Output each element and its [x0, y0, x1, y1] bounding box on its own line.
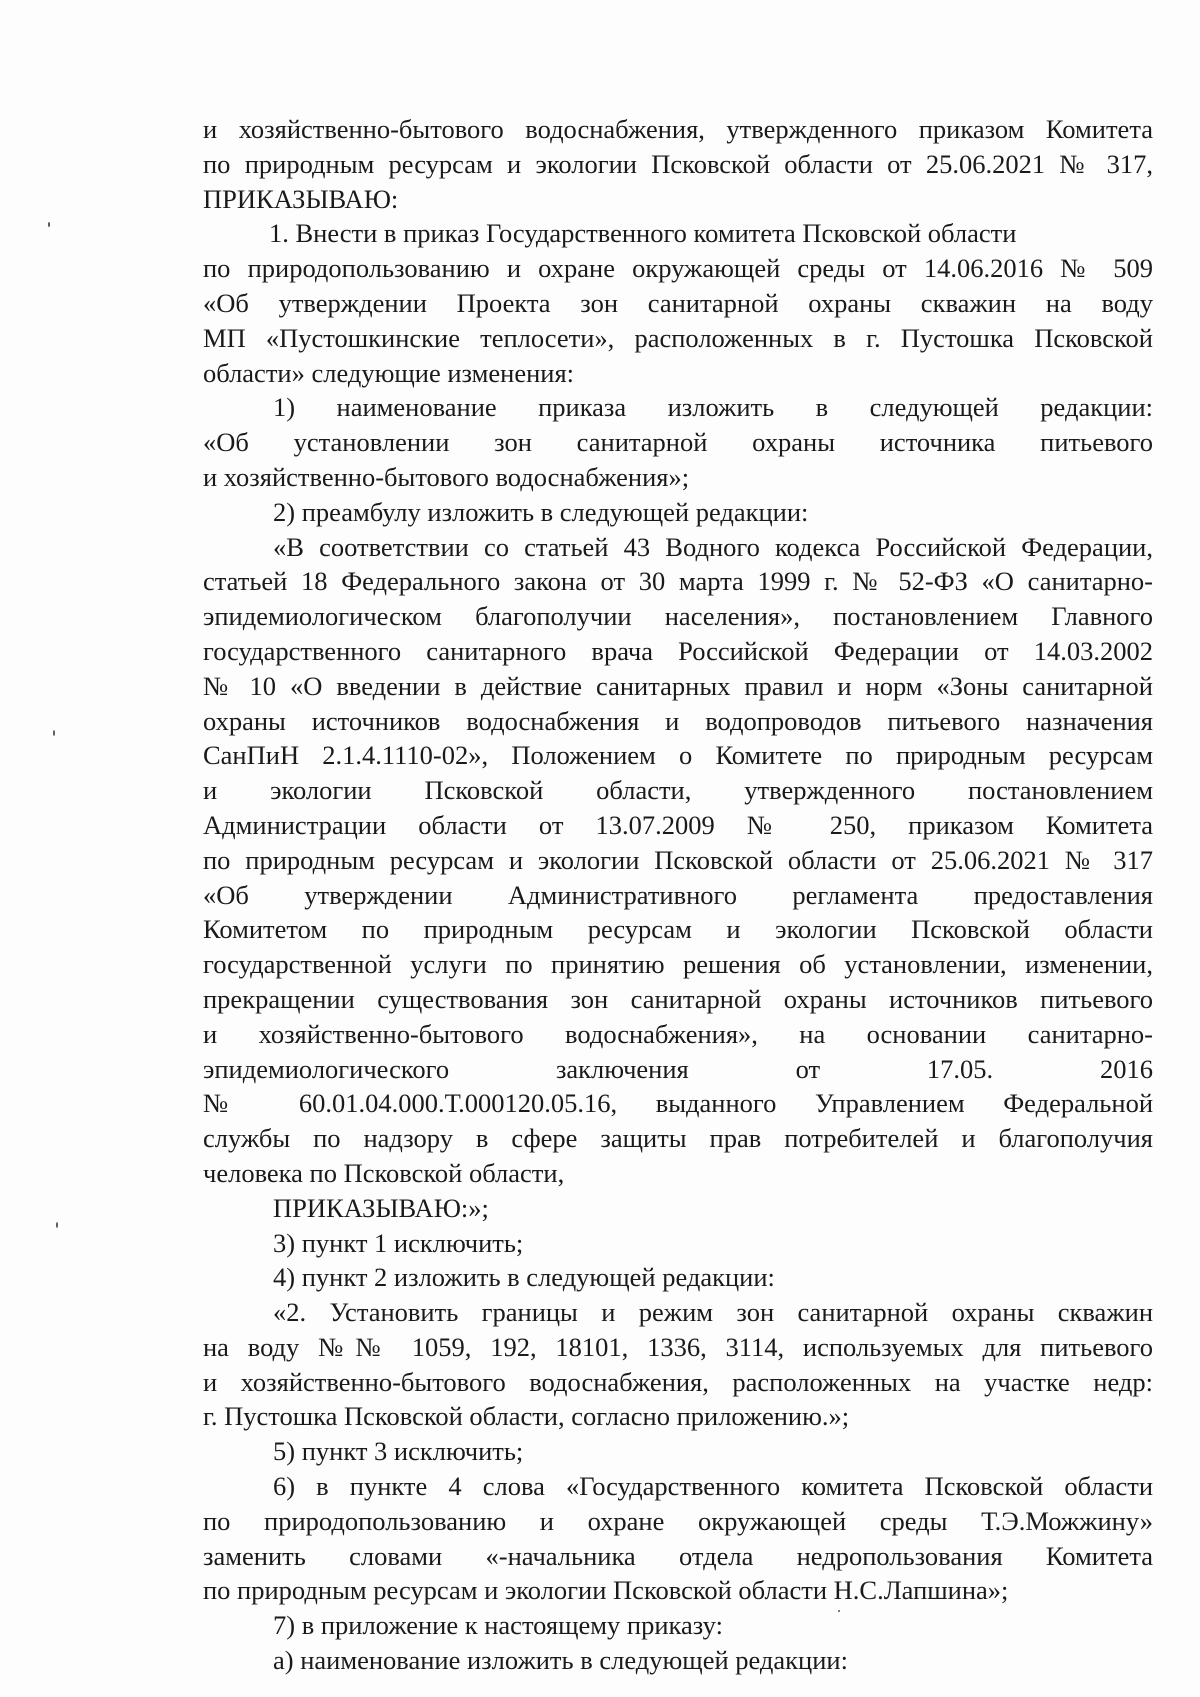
text-line: 2) преамбулу изложить в следующей редакции:	[273, 496, 809, 527]
text-line: 3) пункт 1 исключить;	[273, 1227, 524, 1258]
text-line: № 10 «О введении в действие санитарных правил и норм «Зоны санитарной	[203, 670, 1153, 701]
scan-speck	[48, 222, 50, 227]
text-line: 5) пункт 3 исключить;	[273, 1436, 524, 1467]
text-line: государственной услуги по принятию решения об установлении, изменении,	[203, 949, 1153, 980]
text-line: по природным ресурсам и экологии Псковской области Н.С.Лапшина»;	[203, 1575, 1009, 1606]
text-line: Администрации области от 13.07.2009 № 250, приказом Комитета	[203, 809, 1153, 840]
text-line: эпидемиологическом благополучии населения», постановлением Главного	[203, 601, 1153, 632]
text-line: г. Пустошка Псковской области, согласно приложению.»;	[203, 1401, 850, 1432]
text-line: и хозяйственно-бытового водоснабжения, расположенных на участке недр:	[203, 1366, 1153, 1397]
text-line: Комитетом по природным ресурсам и экологии Псковской области	[203, 914, 1153, 945]
text-line: № 60.01.04.000.Т.000120.05.16, выданного Управлением Федеральной	[203, 1088, 1153, 1119]
scan-speck	[53, 730, 55, 736]
scan-speck	[56, 1222, 58, 1228]
text-line: «Об утверждении Проекта зон санитарной охраны скважин на воду	[203, 287, 1153, 318]
text-line: ПРИКАЗЫВАЮ:»;	[273, 1192, 489, 1223]
text-line: на воду №№ 1059, 192, 18101, 1336, 3114, используемых для питьевого	[203, 1331, 1153, 1362]
text-line: 4) пункт 2 изложить в следующей редакции:	[273, 1262, 775, 1293]
text-line: службы по надзору в сфере защиты прав потребителей и благополучия	[203, 1123, 1153, 1154]
text-line: 1. Внести в приказ Государственного комитета Псковской области	[269, 218, 1017, 249]
text-line: статьей 18 Федерального закона от 30 марта 1999 г. № 52-ФЗ «О санитарно-	[203, 566, 1153, 597]
text-line: области» следующие изменения:	[203, 357, 575, 388]
text-line: ПРИКАЗЫВАЮ:	[203, 183, 399, 214]
text-line: прекращении существования зон санитарной охраны источников питьевого	[203, 983, 1153, 1014]
text-line: и хозяйственно-бытового водоснабжения, утвержденного приказом Комитета	[203, 114, 1153, 144]
text-line: по природопользованию и охране окружающей среды Т.Э.Можжину»	[203, 1505, 1153, 1536]
text-line: эпидемиологического заключения от 17.05. 2016	[203, 1053, 1153, 1084]
text-line: «Об установлении зон санитарной охраны источника питьевого	[203, 427, 1153, 458]
text-line: а) наименование изложить в следующей редакции:	[273, 1645, 848, 1676]
text-line: 6) в пункте 4 слова «Государственного комитета Псковской области	[273, 1471, 1153, 1502]
text-line: «В соответствии со статьей 43 Водного кодекса Российской Федерации,	[273, 531, 1153, 562]
text-line: и экологии Псковской области, утвержденного постановлением	[203, 775, 1153, 806]
text-line: охраны источников водоснабжения и водопроводов питьевого назначения	[203, 705, 1153, 736]
text-line: и хозяйственно-бытового водоснабжения»;	[203, 461, 690, 492]
text-line: «2. Установить границы и режим зон санитарной охраны скважин	[273, 1297, 1153, 1328]
text-line: 7) в приложение к настоящему приказу:	[273, 1610, 723, 1641]
text-line: человека по Псковской области,	[203, 1157, 565, 1188]
text-line: 1) наименование приказа изложить в следующей редакции:	[273, 392, 1153, 423]
text-line: по природным ресурсам и экологии Псковской области от 25.06.2021 № 317	[203, 844, 1153, 875]
text-line: государственного санитарного врача Российской Федерации от 14.03.2002	[203, 635, 1153, 666]
text-line: по природным ресурсам и экологии Псковской области от 25.06.2021 № 317,	[203, 148, 1153, 179]
text-line: МП «Пустошкинские теплосети», расположенных в г. Пустошка Псковской	[203, 322, 1153, 353]
text-line: заменить словами «-начальника отдела недропользования Комитета	[203, 1540, 1153, 1571]
text-line: и хозяйственно-бытового водоснабжения», на основании санитарно-	[203, 1018, 1153, 1049]
text-line: СанПиН 2.1.4.1110-02», Положением о Комитете по природным ресурсам	[203, 740, 1153, 771]
scan-speck	[838, 1610, 840, 1612]
document-body	[203, 112, 1153, 1678]
text-line: по природопользованию и охране окружающей среды от 14.06.2016 № 509	[203, 253, 1153, 284]
text-line: «Об утверждении Административного регламента предоставления	[203, 879, 1153, 910]
